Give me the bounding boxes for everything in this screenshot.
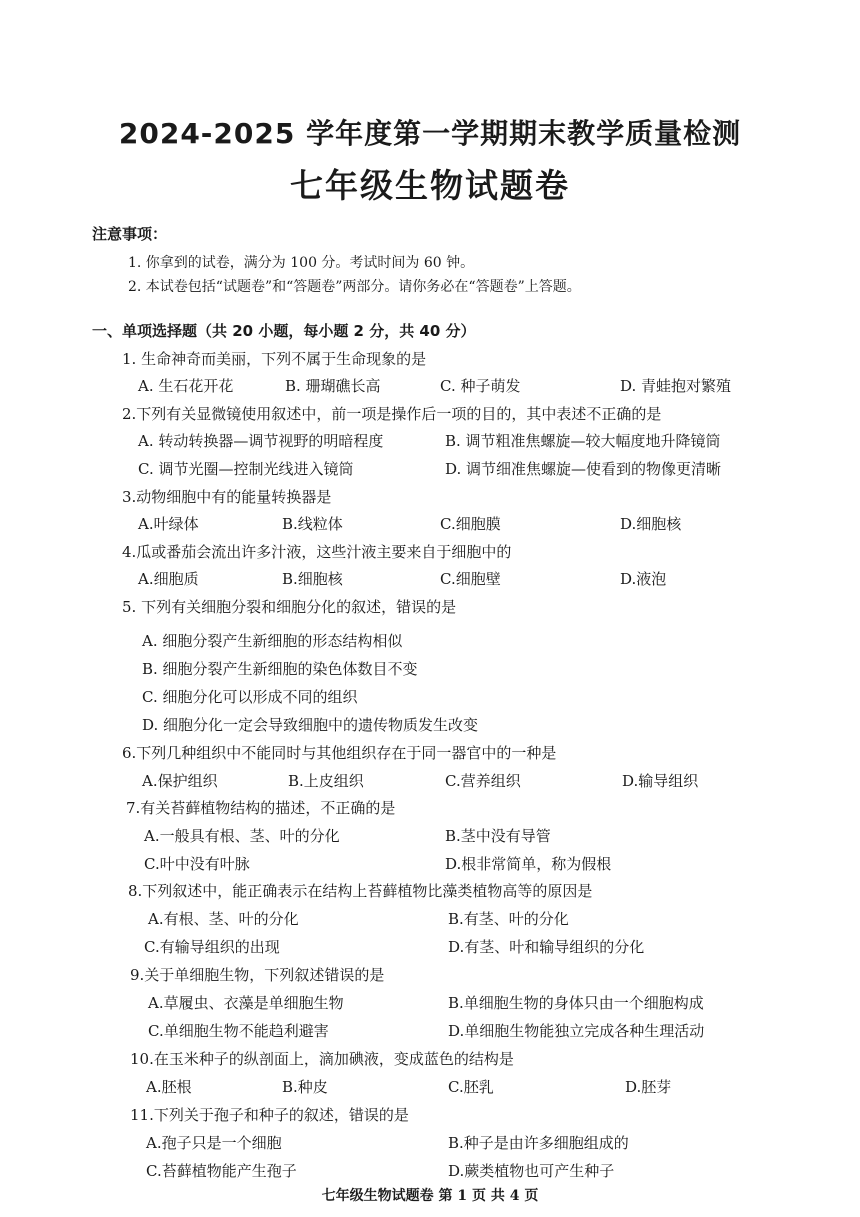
option-b: B.线粒体 (282, 515, 343, 533)
question-stem: 7.有关苔藓植物结构的描述，不正确的是 (126, 799, 396, 817)
option-a: A.草履虫、衣藻是单细胞生物 (148, 994, 344, 1012)
question-stem: 4.瓜或番茄会流出许多汁液，这些汁液主要来自于细胞中的 (122, 543, 512, 561)
option-b: B. 细胞分裂产生新细胞的染色体数目不变 (142, 660, 418, 678)
option-b: B.有茎、叶的分化 (448, 910, 569, 928)
option-a: A. 生石花开花 (138, 377, 234, 395)
page-footer: 七年级生物试题卷 第 1 页 共 4 页 (321, 1188, 539, 1204)
option-b: B. 珊瑚礁长高 (285, 377, 381, 395)
option-a: A.保护组织 (142, 772, 218, 790)
option-a: A.细胞质 (138, 570, 199, 588)
question-stem: 2.下列有关显微镜使用叙述中，前一项是操作后一项的目的，其中表述不正确的是 (122, 405, 662, 423)
option-d: D.细胞核 (620, 515, 682, 533)
option-c: C.营养组织 (445, 772, 521, 790)
note-item: 2. 本试卷包括“试题卷”和“答题卷”两部分。请你务必在“答题卷”上答题。 (128, 279, 581, 295)
question-stem: 3.动物细胞中有的能量转换器是 (122, 488, 332, 506)
note-item: 1. 你拿到的试卷，满分为 100 分。考试时间为 60 钟。 (128, 255, 475, 271)
option-d: D.胚芽 (625, 1078, 672, 1096)
option-b: B. 调节粗准焦螺旋—较大幅度地升降镜筒 (445, 432, 721, 450)
exam-subtitle: 七年级生物试题卷 (290, 166, 570, 205)
option-c: C. 种子萌发 (440, 377, 521, 395)
option-d: D.单细胞生物能独立完成各种生理活动 (448, 1022, 705, 1040)
option-d: D.输导组织 (622, 772, 699, 790)
question-stem: 9.关于单细胞生物，下列叙述错误的是 (130, 966, 385, 984)
option-a: A.孢子只是一个细胞 (146, 1134, 282, 1152)
question-stem: 6.下列几种组织中不能同时与其他组织存在于同一器官中的一种是 (122, 744, 557, 762)
option-c: C.苔藓植物能产生孢子 (146, 1162, 297, 1180)
option-d: D.液泡 (620, 570, 667, 588)
option-b: B.种子是由许多细胞组成的 (448, 1134, 629, 1152)
option-d: D.蕨类植物也可产生种子 (448, 1162, 615, 1180)
question-stem: 11.下列关于孢子和种子的叙述，错误的是 (130, 1106, 409, 1124)
option-a: A. 转动转换器—调节视野的明暗程度 (138, 432, 384, 450)
question-stem: 1. 生命神奇而美丽，下列不属于生命现象的是 (122, 350, 427, 368)
question-stem: 10.在玉米种子的纵剖面上，滴加碘液，变成蓝色的结构是 (130, 1050, 514, 1068)
exam-title: 2024-2025 学年度第一学期期末教学质量检测 (118, 117, 742, 150)
option-c: C.有输导组织的出现 (144, 938, 280, 956)
section-heading: 一、单项选择题（共 20 小题，每小题 2 分，共 40 分） (92, 322, 476, 340)
option-d: D.根非常简单，称为假根 (445, 855, 612, 873)
option-d: D. 调节细准焦螺旋—使看到的物像更清晰 (445, 460, 722, 478)
option-a: A.叶绿体 (138, 515, 199, 533)
option-c: C. 细胞分化可以形成不同的组织 (142, 688, 358, 706)
option-a: A. 细胞分裂产生新细胞的形态结构相似 (142, 632, 403, 650)
option-c: C.胚乳 (448, 1078, 494, 1096)
option-b: B.细胞核 (282, 570, 343, 588)
option-b: B.茎中没有导管 (445, 827, 551, 845)
option-c: C.细胞膜 (440, 515, 501, 533)
option-b: B.单细胞生物的身体只由一个细胞构成 (448, 994, 704, 1012)
option-b: B.上皮组织 (288, 772, 364, 790)
option-b: B.种皮 (282, 1078, 328, 1096)
option-d: D. 青蛙抱对繁殖 (620, 377, 732, 395)
notes-heading: 注意事项： (92, 225, 168, 243)
option-c: C.细胞壁 (440, 570, 501, 588)
option-a: A.胚根 (146, 1078, 192, 1096)
question-stem: 5. 下列有关细胞分裂和细胞分化的叙述，错误的是 (122, 598, 457, 616)
option-d: D.有茎、叶和输导组织的分化 (448, 938, 645, 956)
option-d: D. 细胞分化一定会导致细胞中的遗传物质发生改变 (142, 716, 479, 734)
option-c: C. 调节光圈—控制光线进入镜筒 (138, 460, 354, 478)
option-a: A.有根、茎、叶的分化 (148, 910, 299, 928)
question-stem: 8.下列叙述中，能正确表示在结构上苔藓植物比藻类植物高等的原因是 (128, 882, 593, 900)
option-a: A.一般具有根、茎、叶的分化 (144, 827, 340, 845)
option-c: C.单细胞生物不能趋利避害 (148, 1022, 329, 1040)
option-c: C.叶中没有叶脉 (144, 855, 250, 873)
